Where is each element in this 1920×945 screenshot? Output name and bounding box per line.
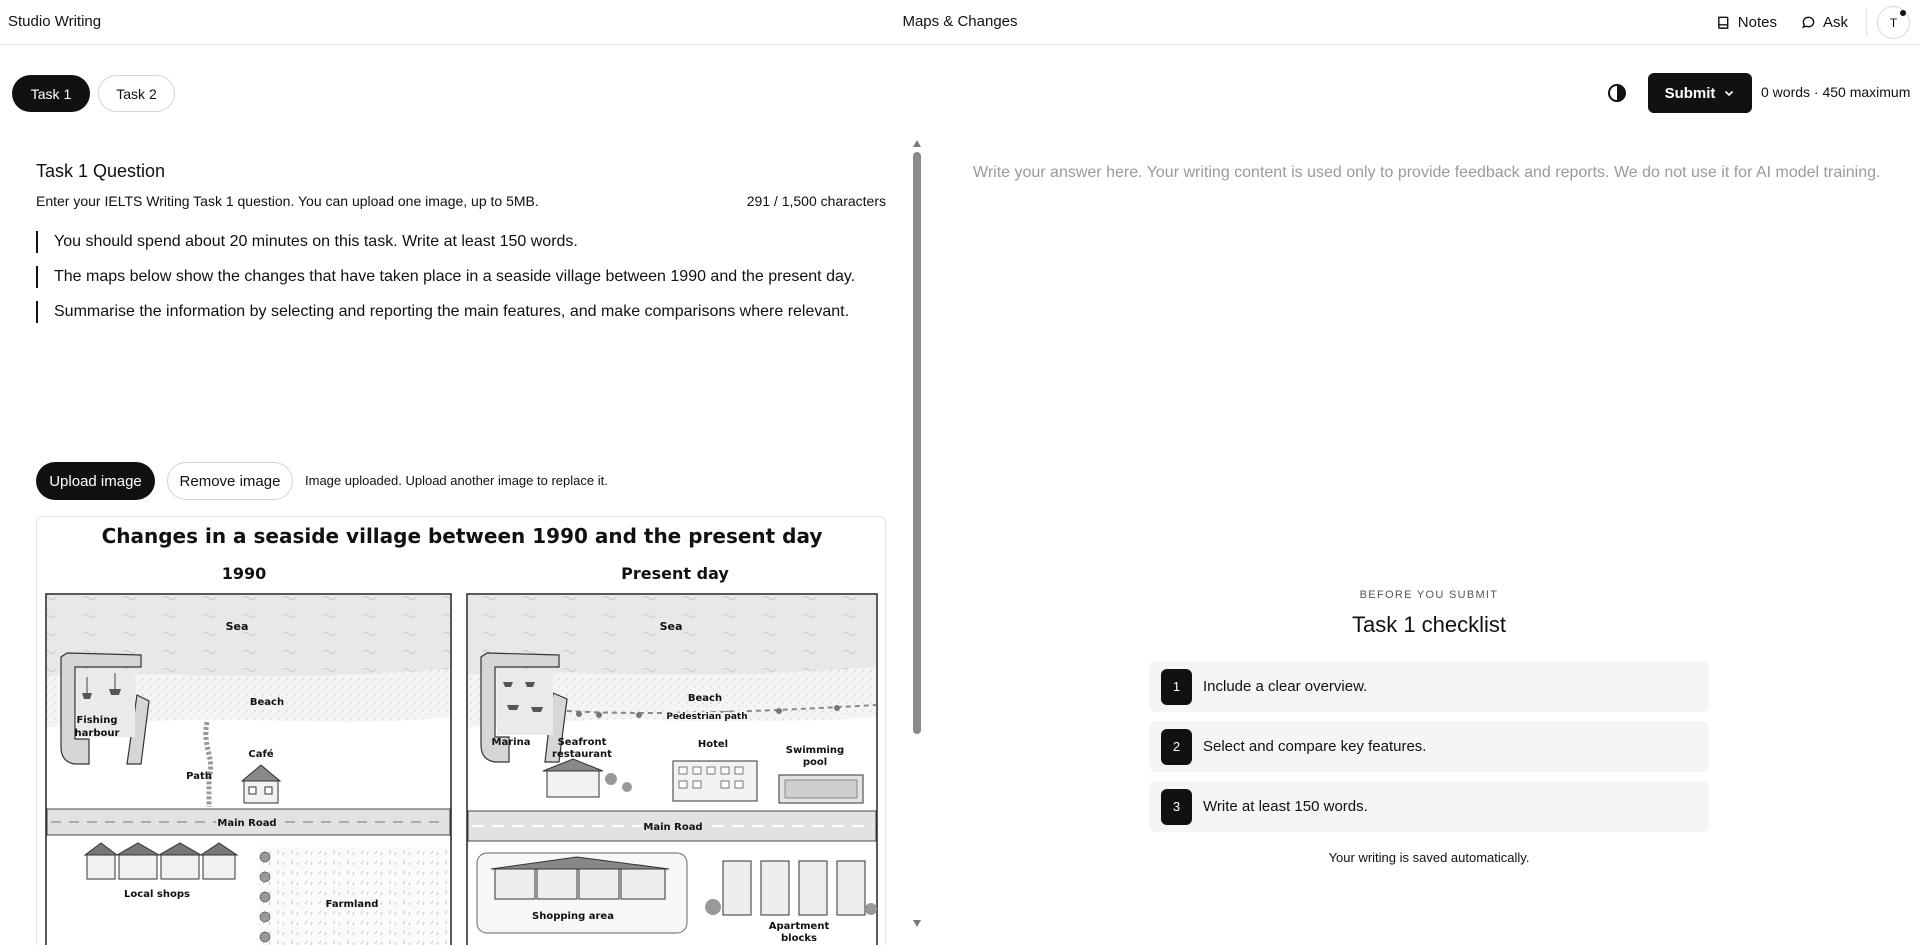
ask-label: Ask xyxy=(1822,14,1848,31)
tab-task-1[interactable]: Task 1 xyxy=(12,75,90,112)
map-label: Local shops xyxy=(124,889,190,900)
submit-button[interactable] xyxy=(1648,73,1752,113)
contrast-icon[interactable] xyxy=(1607,83,1627,103)
character-count: 291 / 1,500 characters xyxy=(746,193,886,209)
uploaded-map-image xyxy=(36,516,886,945)
chevron-down-icon xyxy=(1723,87,1735,99)
chat-bubble-icon xyxy=(1801,15,1816,30)
ask-button[interactable] xyxy=(1789,6,1860,39)
map-present-day xyxy=(467,594,877,945)
map-label: Main Road xyxy=(217,818,277,829)
checklist-text: Select and compare key features. xyxy=(1203,738,1427,755)
map-1990 xyxy=(46,594,451,945)
map-label: Hotel xyxy=(697,739,729,750)
tab-task-2[interactable]: Task 2 xyxy=(98,75,175,112)
map-label: Beach xyxy=(687,693,723,704)
map-label: Main Road xyxy=(643,822,703,833)
book-icon xyxy=(1716,15,1731,30)
checklist-number: 1 xyxy=(1161,669,1192,705)
map-label: Marina xyxy=(491,737,531,748)
question-heading: Task 1 Question xyxy=(36,161,166,181)
checklist-item xyxy=(1149,781,1709,832)
checklist-number: 2 xyxy=(1161,729,1192,765)
submit-label: Submit xyxy=(1664,84,1716,102)
checklist-item xyxy=(1149,661,1709,712)
avatar-initial: T xyxy=(1889,15,1898,30)
map-label: Fishing xyxy=(76,715,118,726)
notes-button[interactable] xyxy=(1704,6,1789,39)
map-1990-heading: 1990 xyxy=(221,564,267,583)
page-title: Maps & Changes xyxy=(902,13,1018,30)
question-instructions: Enter your IELTS Writing Task 1 question. You can upload one image, up to 5MB. xyxy=(36,193,539,209)
checklist-eyebrow: BEFORE YOU SUBMIT xyxy=(1359,589,1499,601)
remove-image-button[interactable]: Remove image xyxy=(167,462,293,500)
map-label: Swimming xyxy=(785,745,845,756)
scroll-up-arrow[interactable] xyxy=(913,140,921,147)
map-label: Shopping area xyxy=(532,911,614,922)
map-label: Sea xyxy=(225,620,249,633)
checklist-number: 3 xyxy=(1161,789,1192,825)
map-label: Café xyxy=(248,749,274,760)
map-title: Changes in a seaside village between 1990 and the present day xyxy=(101,524,823,548)
map-present-heading: Present day xyxy=(621,564,729,583)
question-line: The maps below show the changes that have taken place in a seaside village between 1990 and the present day. xyxy=(36,266,886,288)
upload-image-button[interactable]: Upload image xyxy=(36,462,155,500)
map-label: Pedestrian path xyxy=(666,712,748,722)
map-label: Apartment xyxy=(768,921,830,932)
scrollbar-thumb[interactable] xyxy=(913,152,921,734)
checklist-text: Write at least 150 words. xyxy=(1203,798,1368,815)
map-label: Path xyxy=(186,771,212,782)
top-bar xyxy=(0,0,1920,45)
scroll-down-arrow[interactable] xyxy=(913,920,921,927)
map-label: Seafront xyxy=(557,737,607,748)
map-label: blocks xyxy=(781,933,817,944)
map-label: Sea xyxy=(659,620,683,633)
word-count: 0 words · 450 maximum xyxy=(1761,84,1911,100)
question-text-field[interactable] xyxy=(36,231,886,336)
top-nav xyxy=(1704,6,1910,39)
notification-dot xyxy=(1900,10,1906,16)
autosave-notice: Your writing is saved automatically. xyxy=(1328,850,1530,865)
map-label: harbour xyxy=(74,728,120,739)
upload-status: Image uploaded. Upload another image to replace it. xyxy=(305,473,608,488)
question-line: You should spend about 20 minutes on this task. Write at least 150 words. xyxy=(36,231,886,253)
checklist xyxy=(1149,661,1709,841)
answer-textarea[interactable] xyxy=(960,155,1900,575)
map-label: Beach xyxy=(249,697,285,708)
notes-label: Notes xyxy=(1737,14,1777,31)
map-label: Farmland xyxy=(325,899,379,910)
checklist-item xyxy=(1149,721,1709,772)
question-line: Summarise the information by selecting and reporting the main features, and make comparisons where relevant. xyxy=(36,301,886,323)
brand-name[interactable]: Studio Writing xyxy=(8,13,102,30)
checklist-title: Task 1 checklist xyxy=(1351,612,1507,637)
map-label: restaurant xyxy=(552,749,612,760)
checklist-text: Include a clear overview. xyxy=(1203,678,1368,695)
nav-divider xyxy=(1866,10,1867,36)
map-label: pool xyxy=(802,757,828,768)
avatar[interactable] xyxy=(1877,6,1910,39)
